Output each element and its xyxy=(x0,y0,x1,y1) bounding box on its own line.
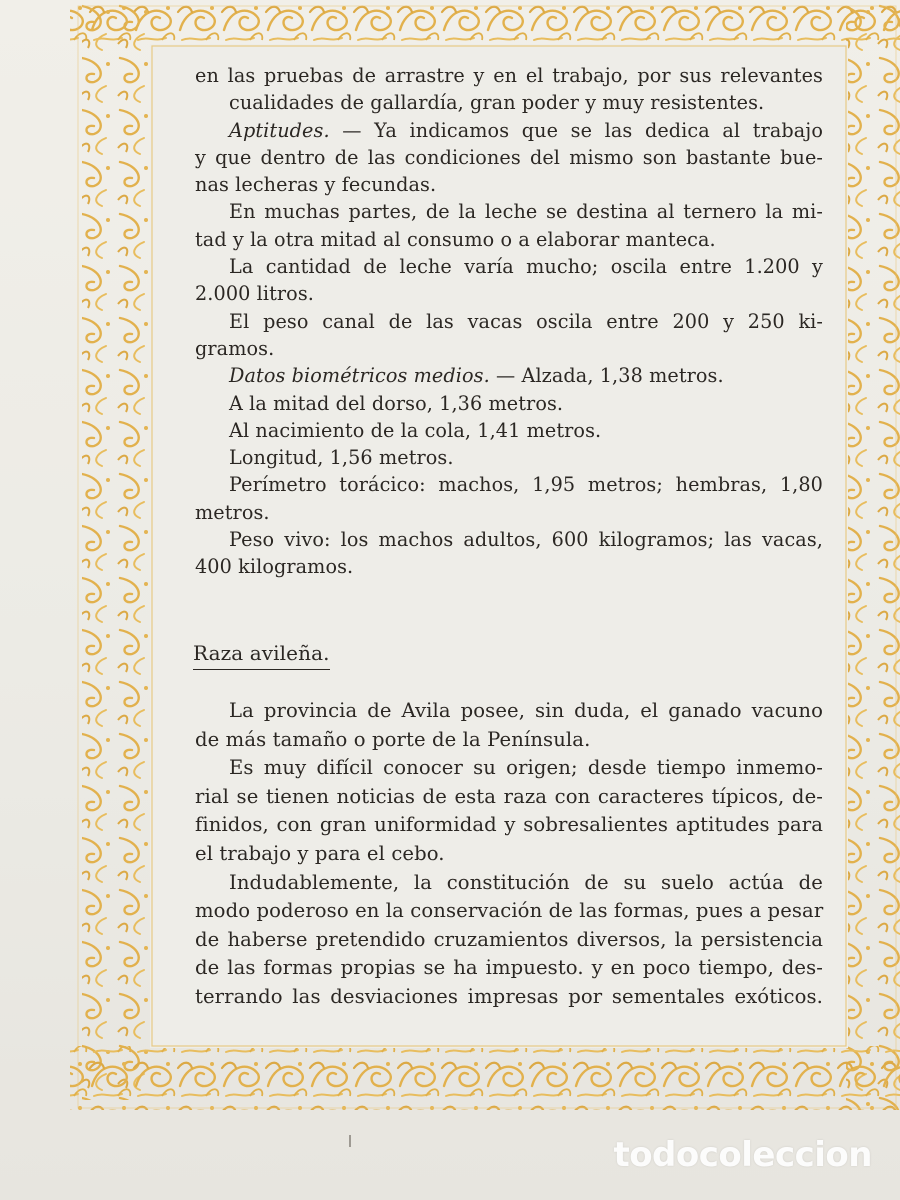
text-line: de más tamaño o porte de la Península. xyxy=(195,727,591,751)
text-line: tad y la otra mitad al consumo o a elaborar manteca. xyxy=(195,227,716,251)
spacer xyxy=(195,581,823,640)
text-line: finidos, con gran uniformidad y sobresalientes aptitudes para xyxy=(195,813,823,837)
text-line: metros. xyxy=(195,500,270,524)
text-line-aptitudes xyxy=(195,117,823,144)
text-line-datos xyxy=(195,362,823,389)
text-line: cualidades de gallardía, gran poder y muy resistentes. xyxy=(229,91,765,115)
text-line: de haberse pretendido cruzamientos diversos, la persistencia xyxy=(195,927,823,951)
text-line: y que dentro de las condiciones del mismo son bastante bue- xyxy=(195,145,823,169)
section-body xyxy=(195,697,823,1012)
text-line: Indudablemente, la constitución de su suelo actúa de xyxy=(229,870,823,894)
text-line: Es muy difícil conocer su origen; desde tiempo inmemo- xyxy=(229,756,823,780)
text-line: A la mitad del dorso, 1,36 metros. xyxy=(229,391,564,415)
text-line: modo poderoso en la conservación de las formas, pues a pesar xyxy=(195,899,824,923)
text-line: Peso vivo: los machos adultos, 600 kilogramos; las vacas, xyxy=(229,528,823,552)
text-line: Al nacimiento de la cola, 1,41 metros. xyxy=(229,418,602,442)
text-line: nas lecheras y fecundas. xyxy=(195,173,437,197)
text-line: rial se tienen noticias de esta raza con caracteres típicos, de- xyxy=(195,784,823,808)
text-line: La cantidad de leche varía mucho; oscila entre 1.200 y xyxy=(229,255,823,279)
text-line: gramos. xyxy=(195,336,275,360)
italic-label: Datos biométricos medios. xyxy=(229,364,490,388)
text-line: La provincia de Avila posee, sin duda, el ganado vacuno xyxy=(229,698,823,722)
text-line: el trabajo y para el cebo. xyxy=(195,841,445,865)
page-text xyxy=(195,62,823,1011)
watermark: todocoleccion xyxy=(613,1135,872,1175)
text-fragment: — Ya indicamos que se las dedica al trabajo xyxy=(342,118,824,142)
text-line: 400 kilogramos. xyxy=(195,555,354,579)
text-line: Perímetro torácico: machos, 1,95 metros; hembras, 1,80 xyxy=(229,473,823,497)
page-mark xyxy=(349,1135,351,1147)
text-line: Longitud, 1,56 metros. xyxy=(229,446,454,470)
text-line: El peso canal de las vacas oscila entre 200 y 250 ki- xyxy=(229,309,823,333)
text-line: de las formas propias se ha impuesto. y en poco tiempo, des- xyxy=(195,956,823,980)
text-line: 2.000 litros. xyxy=(195,282,314,306)
text-fragment: — Alzada, 1,38 metros. xyxy=(496,364,724,388)
text-line: En muchas partes, de la leche se destina al ternero la mi- xyxy=(229,200,823,224)
text-line: en las pruebas de arrastre y en el trabajo, por sus relevantes xyxy=(195,64,823,87)
text-line: terrando las desviaciones impresas por sementales exóticos. xyxy=(195,984,823,1008)
italic-label: Aptitudes. xyxy=(229,118,330,142)
section-heading: Raza avileña. xyxy=(193,640,330,670)
spacer xyxy=(195,670,823,697)
